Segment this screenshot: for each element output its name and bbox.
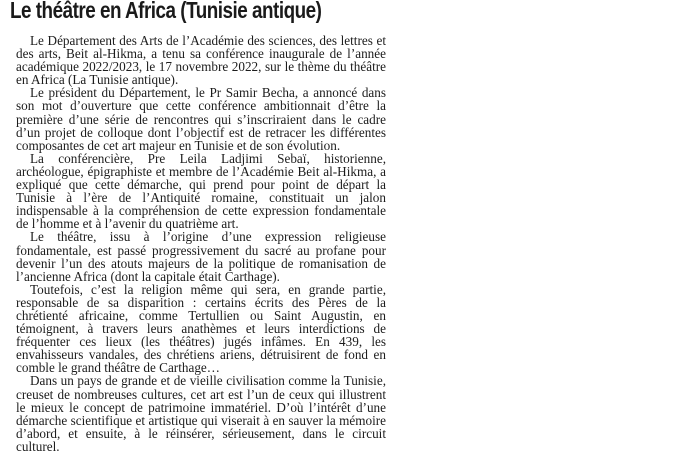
article-paragraph: Le théâtre, issu à l’origine d’une expression religieuse fondamentale, est passé progressivement du sacré au profane pour devenir l’un des atouts majeurs de la politique de romanisation de l’ancienne Africa (dont la capitale était Carthage). [16, 229, 386, 284]
article-paragraph: Le Département des Arts de l’Académie des sciences, des lettres et des arts, Beit al-Hikma, a tenu sa conférence inaugurale de l’année académique 2022/2023, le 17 novembre 2022, sur le thème du théâtre en Africa (La Tunisie antique). [16, 33, 386, 88]
article-body [16, 34, 386, 453]
article-headline: Le théâtre en Africa (Tunisie antique) [10, 0, 322, 23]
article-paragraph: Dans un pays de grande et de vieille civilisation comme la Tunisie, creuset de nombreuses cultures, cet art est l’un de ceux qui illustrent le mieux le concept de patrimoine immatériel. D’où l’intérêt d’une démarche scientifique et artistique qui viserait à en sauver la mémoire d’abord, et ensuite, à le réinsérer, sérieusement, dans le circuit culturel. [16, 373, 386, 454]
article-paragraph: Le président du Département, le Pr Samir Becha, a annoncé dans son mot d’ouverture que cette conférence ambitionnait d’être la première d’une série de rencontres qui s’inscriraient dans le cadre d’un projet de colloque dont l’objectif est de retracer les différentes composantes de cet art majeur en Tunisie et de son évolution. [16, 85, 386, 153]
article-paragraph: La conférencière, Pre Leila Ladjimi Sebaï, historienne, archéologue, épigraphiste et membre de l’Académie Beit al-Hikma, a expliqué que cette démarche, qui prend pour point de départ la Tunisie à l’ère de l’Antiquité romaine, constituait un jalon indispensable à la compréhension de cette expression fondamentale de l’homme et à l’avenir du quatrième art. [16, 150, 386, 232]
article-paragraph: Toutefois, c’est la religion même qui sera, en grande partie, responsable de sa disparition : certains écrits des Pères de la chrétienté africaine, comme Tertullien ou Saint Augustin, en témoignent, à travers leurs anathèmes et leurs interdictions de fréquenter ces lieux (les théâtres) jugés infâmes. En 439, les envahisseurs vandales, des chrétiens ariens, détruisirent de fond en comble le grand théâtre de Carthage… [16, 281, 386, 376]
